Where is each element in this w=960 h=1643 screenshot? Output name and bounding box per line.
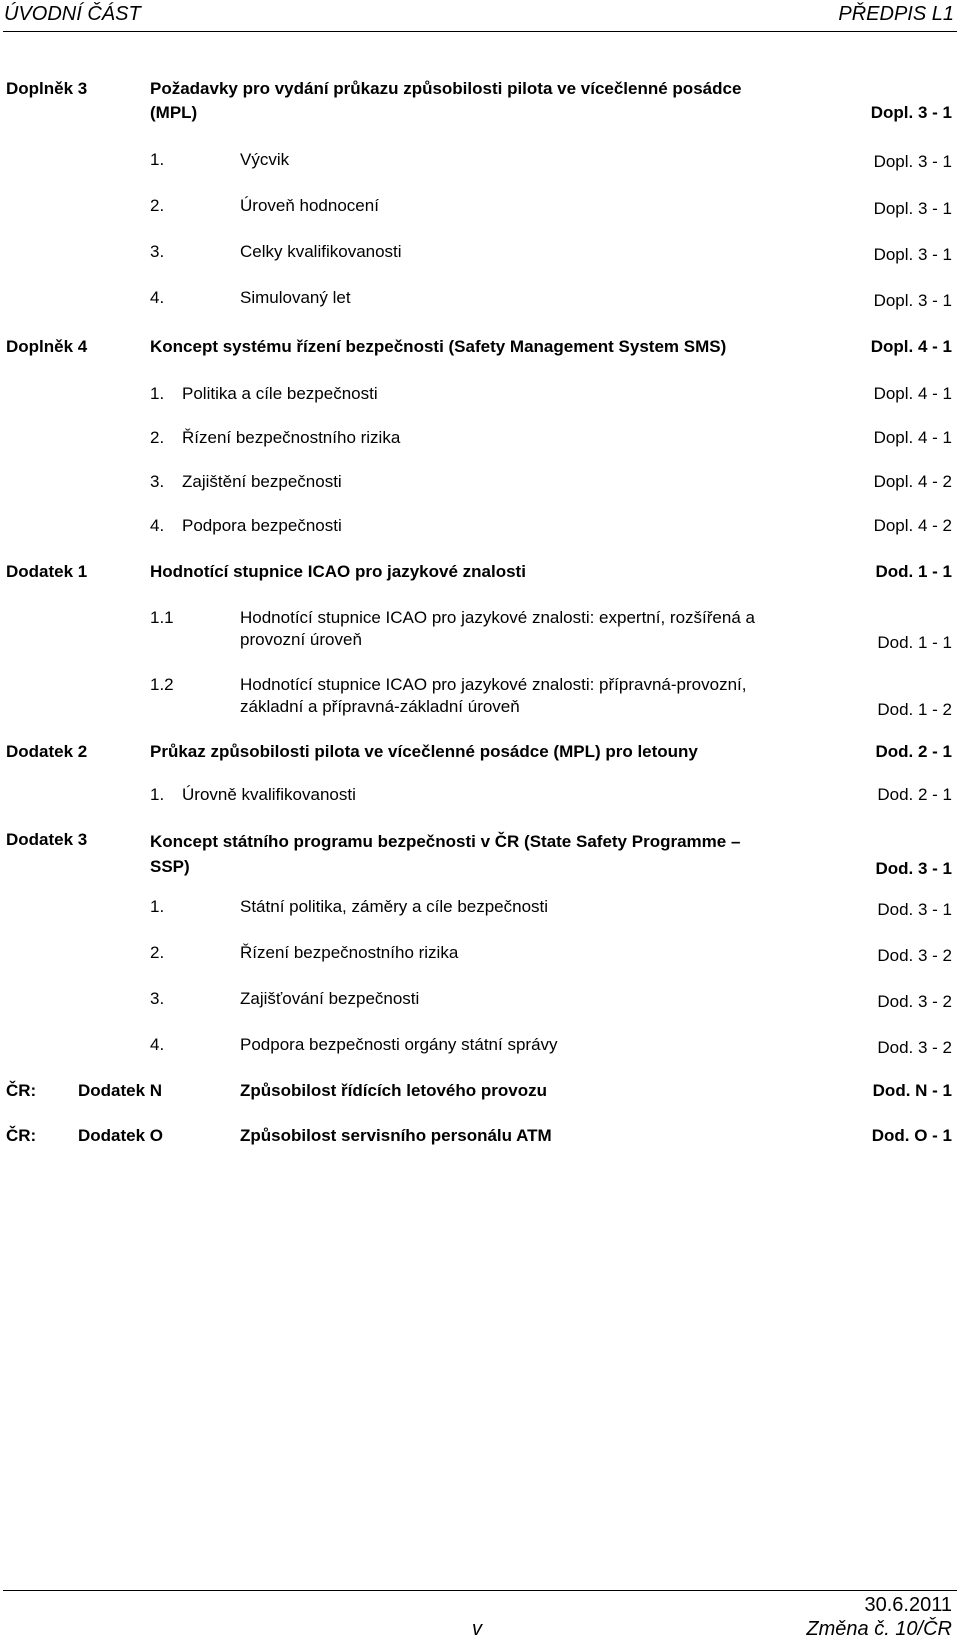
toc-label-doplnek-4: Doplněk 4 [6, 337, 88, 356]
toc-item-number: 3. [150, 989, 165, 1008]
toc-item-number: 2. [150, 943, 165, 962]
toc-item-number: 4. [150, 516, 165, 535]
toc-page-dodatek-o: Dod. O - 1 [871, 1126, 952, 1145]
toc-item-page: Dopl. 3 - 1 [873, 245, 952, 264]
toc-item-page: Dod. 1 - 1 [877, 633, 952, 652]
header-regulation-title: PŘEDPIS L1 [838, 3, 954, 25]
toc-item-page: Dopl. 4 - 2 [873, 516, 952, 535]
toc-item-text: Politika a cíle bezpečnosti [182, 384, 378, 403]
toc-item-page: Dopl. 4 - 2 [873, 472, 952, 491]
toc-item-number: 1. [150, 897, 165, 916]
toc-label-dodatek-3: Dodatek 3 [6, 830, 88, 849]
toc-item-page: Dopl. 4 - 1 [873, 384, 952, 403]
toc-page-doplnek-4: Dopl. 4 - 1 [870, 337, 952, 356]
toc-item-number: 4. [150, 288, 165, 307]
toc-page-dodatek-2: Dod. 2 - 1 [875, 742, 952, 761]
toc-item-text-cont: provozní úroveň [240, 630, 362, 649]
toc-prefix-cr: ČR: [6, 1081, 37, 1100]
header-divider [3, 31, 957, 32]
toc-item-page: Dopl. 3 - 1 [873, 199, 952, 218]
toc-item-text: Úroveň hodnocení [240, 196, 379, 215]
toc-title-doplnek-4: Koncept systému řízení bezpečnosti (Safety Management System SMS) [150, 337, 727, 356]
footer-divider [3, 1590, 957, 1591]
toc-title-doplnek-3: Požadavky pro vydání průkazu způsobilosti pilota ve vícečlenné posádce [150, 79, 742, 98]
toc-item-text: Simulovaný let [240, 288, 351, 307]
toc-label-dodatek-o: Dodatek O [78, 1126, 164, 1145]
toc-item-text: Podpora bezpečnosti orgány státní správy [240, 1035, 558, 1054]
toc-page-dodatek-n: Dod. N - 1 [872, 1081, 952, 1100]
toc-page-dodatek-3: Dod. 3 - 1 [875, 859, 952, 878]
toc-item-number: 1. [150, 785, 165, 804]
toc-item-number: 1. [150, 150, 165, 169]
toc-item-text: Podpora bezpečnosti [182, 516, 342, 535]
toc-title-dodatek-o: Způsobilost servisního personálu ATM [240, 1126, 552, 1145]
toc-item-number: 2. [150, 428, 165, 447]
toc-label-dodatek-2: Dodatek 2 [6, 742, 88, 761]
toc-item-text: Celky kvalifikovanosti [240, 242, 402, 261]
toc-item-text: Výcvik [240, 150, 290, 169]
footer-amendment: Změna č. 10/ČR [806, 1618, 952, 1640]
toc-title-dodatek-n: Způsobilost řídících letového provozu [240, 1081, 547, 1100]
toc-item-page: Dod. 3 - 2 [877, 946, 952, 965]
header-section-title: ÚVODNÍ ČÁST [4, 3, 141, 25]
toc-item-number: 1.1 [150, 608, 174, 627]
toc-item-number: 4. [150, 1035, 165, 1054]
toc-item-page: Dopl. 3 - 1 [873, 152, 952, 171]
toc-title-doplnek-3-cont: (MPL) [150, 103, 198, 122]
toc-title-dodatek-1: Hodnotící stupnice ICAO pro jazykové znalosti [150, 562, 526, 581]
toc-item-text: Řízení bezpečnostního rizika [182, 428, 401, 447]
toc-item-text: Zajišťování bezpečnosti [240, 989, 420, 1008]
toc-item-page: Dod. 3 - 2 [877, 992, 952, 1011]
toc-item-page: Dod. 1 - 2 [877, 700, 952, 719]
toc-label-dodatek-1: Dodatek 1 [6, 562, 88, 581]
toc-item-page: Dod. 3 - 1 [877, 900, 952, 919]
footer-date: 30.6.2011 [864, 1594, 952, 1616]
toc-item-text: Řízení bezpečnostního rizika [240, 943, 459, 962]
toc-item-number: 2. [150, 196, 165, 215]
toc-item-number: 1.2 [150, 675, 174, 694]
toc-item-text: Hodnotící stupnice ICAO pro jazykové znalosti: přípravná-provozní, [240, 675, 747, 694]
toc-item-page: Dod. 2 - 1 [877, 785, 952, 804]
toc-item-text: Hodnotící stupnice ICAO pro jazykové znalosti: expertní, rozšířená a [240, 608, 755, 627]
toc-title-dodatek-2: Průkaz způsobilosti pilota ve vícečlenné posádce (MPL) pro letouny [150, 742, 698, 761]
footer-page-number: v [472, 1618, 482, 1640]
toc-label-doplnek-3: Doplněk 3 [6, 79, 88, 98]
toc-item-number: 3. [150, 242, 165, 261]
toc-item-page: Dopl. 3 - 1 [873, 291, 952, 310]
toc-item-text: Státní politika, záměry a cíle bezpečnosti [240, 897, 549, 916]
toc-item-number: 3. [150, 472, 165, 491]
toc-title-dodatek-3: Koncept státního programu bezpečnosti v ČR (State Safety Programme – [150, 832, 741, 851]
toc-label-dodatek-n: Dodatek N [78, 1081, 163, 1100]
toc-item-text: Zajištění bezpečnosti [182, 472, 342, 491]
toc-item-page: Dopl. 4 - 1 [873, 428, 952, 447]
toc-item-page: Dod. 3 - 2 [877, 1038, 952, 1057]
toc-prefix-cr: ČR: [6, 1126, 37, 1145]
toc-item-text-cont: základní a přípravná-základní úroveň [240, 697, 520, 716]
toc-page-dodatek-1: Dod. 1 - 1 [875, 562, 952, 581]
toc-title-dodatek-3-cont: SSP) [150, 857, 190, 876]
toc-item-number: 1. [150, 384, 165, 403]
toc-item-text: Úrovně kvalifikovanosti [182, 785, 356, 804]
toc-page-doplnek-3: Dopl. 3 - 1 [870, 103, 952, 122]
